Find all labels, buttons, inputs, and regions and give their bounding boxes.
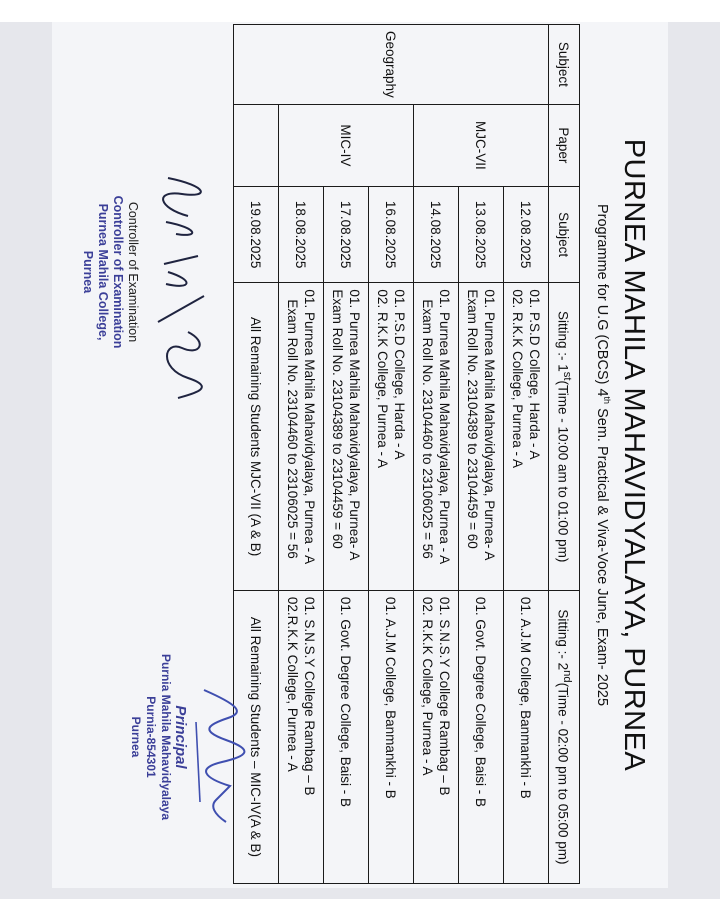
header-date: Subject: [549, 186, 580, 283]
college-title: PURNEA MAHILA MAHAVIDYALAYA, PURNEA: [618, 138, 650, 772]
controller-block: [80, 172, 140, 372]
paper-cell-mic: MIC-IV: [279, 104, 414, 186]
principal-stamp: [128, 632, 188, 842]
date-cell: 18.08.2025: [279, 186, 324, 283]
sitting-1-cell: [459, 283, 504, 590]
principal-signature: [186, 682, 256, 832]
roll-line: Exam Roll No. 23104389 to 23104459 = 60: [330, 289, 345, 549]
roll-line: Exam Roll No. 23104389 to 23104459 = 60: [465, 289, 480, 549]
stamp-line: Purnea Mahila College,: [96, 203, 110, 341]
programme-subtitle: Programme for U.G (CBCS) 4th Sem. Practical & Viva-Voce June, Exam- 2025: [594, 203, 612, 707]
venue-line: 01. Purnea Mahila Mahavidyalaya, Purnea - A: [437, 289, 452, 565]
controller-signature: [142, 172, 228, 402]
venue-line: 02. R.K.K College, Purnea - A: [510, 289, 525, 469]
sitting-2-cell: [279, 590, 324, 883]
venue-line: 01. Purnea Mahila Mahavidyalaya, Purnea - A: [302, 289, 317, 565]
controller-title: Controller of Examination: [126, 201, 140, 343]
venue-line: 01. Govt. Degree College, Baisi - B: [338, 596, 354, 807]
venue-line: 01. A.J.M College, Banmankhi - B: [518, 596, 534, 799]
header-sitting-2: Sitting :- 2nd(Time - 02:00 pm to 05:00 pm): [549, 590, 580, 883]
stamp-line: Principal: [172, 705, 189, 769]
venue-line: 02. R.K.K College, Purnea - A: [375, 289, 390, 469]
table-header-row: [549, 25, 580, 884]
venue-line: 01. A.J.M College, Banmankhi - B: [383, 596, 399, 799]
stamp-line: Purnea: [81, 250, 95, 294]
sitting-2-cell: [369, 590, 414, 883]
stamp-line: Purnia-854301: [144, 696, 158, 778]
header-paper: Paper: [549, 104, 580, 186]
paper-cell-mjc: MJC-VII: [414, 104, 549, 186]
header-sitting-1: Sitting :- 1st(Time - 10:00 am to 01:00 pm): [549, 283, 580, 590]
venue-line: 02.R.K.K College, Purnea - A: [285, 596, 300, 772]
venue-line: 01. P.S.D College, Harda - A: [527, 289, 542, 460]
venue-line: 01. Purnea Mahila Mahavidyalaya, Purnea- A: [347, 289, 362, 561]
venue-line: 01. P.S.D College, Harda - A: [392, 289, 407, 460]
roll-line: Exam Roll No. 23104460 to 23106025 = 56: [420, 299, 435, 559]
viewer-top-bar: [0, 0, 720, 22]
stamp-line: Purnea: [129, 716, 143, 758]
date-cell: 14.08.2025: [414, 186, 459, 283]
sitting-2-cell: [504, 590, 549, 883]
date-cell: 17.08.2025: [324, 186, 369, 283]
date-cell: 19.08.2025: [234, 186, 279, 283]
sitting-1-cell: [279, 283, 324, 590]
sitting-2-cell: [459, 590, 504, 883]
scanned-document: [52, 22, 668, 888]
header-subject: Subject: [549, 25, 580, 105]
venue-line: 01. Purnea Mahila Mahavidyalaya, Purnea- A: [482, 289, 497, 561]
rotated-page: [52, 22, 668, 888]
date-cell: 12.08.2025: [504, 186, 549, 283]
sitting-2-cell: [414, 590, 459, 883]
stamp-line: Controller of Examination: [111, 195, 125, 349]
roll-line: Exam Roll No. 23104460 to 23106025 = 56: [285, 299, 300, 559]
sitting-2-cell: All Remaining Students – MIC-IV(A & B): [234, 590, 279, 883]
subject-cell: Geography: [234, 25, 549, 105]
stamp-line: Purnia Mahila Mahavidyalaya: [159, 653, 173, 821]
date-cell: 13.08.2025: [459, 186, 504, 283]
date-cell: 16.08.2025: [369, 186, 414, 283]
table-row: [369, 25, 414, 884]
sitting-1-cell: [504, 283, 549, 590]
sitting-1-cell: [414, 283, 459, 590]
paper-cell-empty: [234, 104, 279, 186]
venue-line: 02. R.K.K College, Purnea - A: [420, 596, 435, 776]
exam-schedule-table: [233, 24, 580, 884]
sitting-1-cell: [324, 283, 369, 590]
sitting-2-cell: [324, 590, 369, 883]
venue-line: 01. Govt. Degree College, Baisi - B: [473, 596, 489, 807]
sitting-1-cell: [369, 283, 414, 590]
table-row: [504, 25, 549, 884]
venue-line: 01. S.N.S.Y College Rambag – B: [302, 596, 317, 796]
sitting-1-cell: All Remaining Students MJC-VII (A & B): [234, 283, 279, 590]
venue-line: 01. S.N.S.Y College Rambag – B: [437, 596, 452, 796]
